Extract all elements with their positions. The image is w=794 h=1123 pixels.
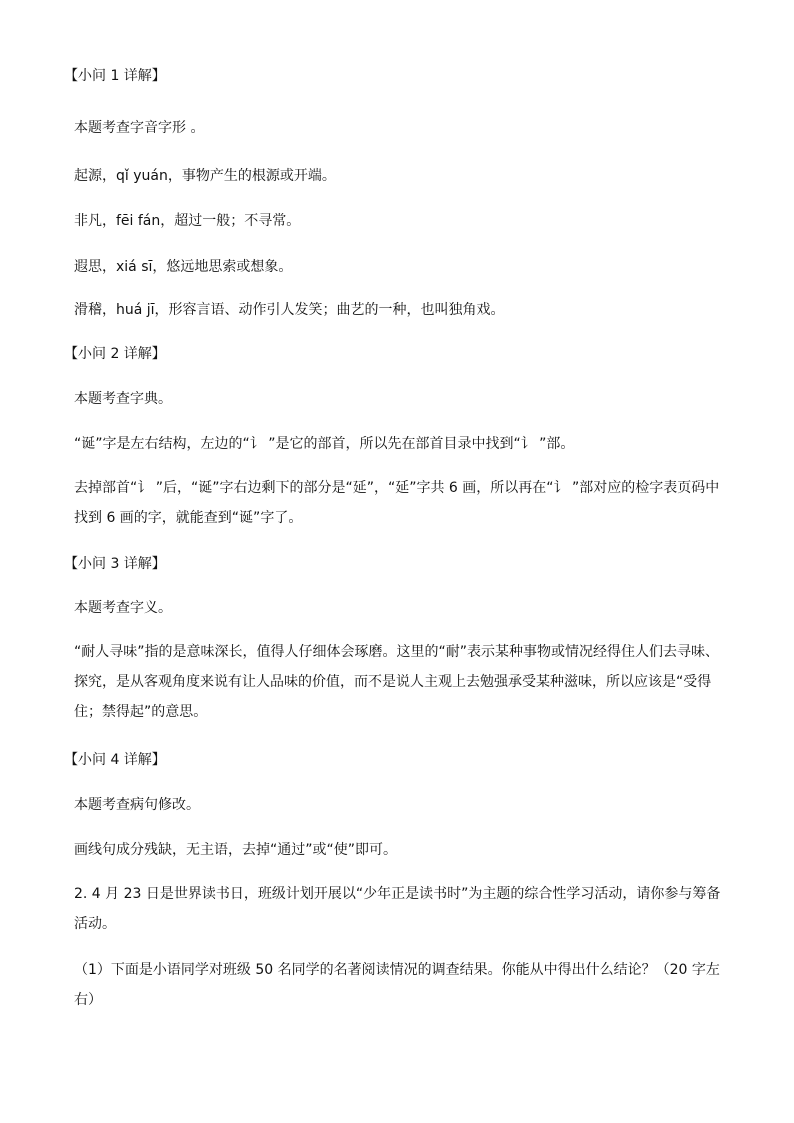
- paragraph-nairenxunwei: “耐人寻味”指的是意味深长，值得人仔细体会琢磨。这里的“耐”表示某种事物或情况经得住人们去寻味、探究，是从客观角度来说有让人品味的价值，而不是说人主观上去勉强承受某种滋味，所以应该是“受得住；禁得起”的意思。: [74, 644, 720, 720]
- paragraph-dan-strokes: 去掉部首“讠 ”后，“诞”字右边剩下的部分是“延”，“延”字共 6 画，所以再在“讠 ”部对应的检字表页码中找到 6 画的字，就能查到“诞”字了。: [74, 480, 720, 526]
- paragraph-topic-q4: 本题考查病句修改。: [74, 797, 200, 813]
- paragraph-dan-structure: “诞”字是左右结构，左边的“讠 ”是它的部首，所以先在部首目录中找到“讠 ”部。: [74, 436, 575, 452]
- section-heading-q2: 【小问 2 详解】: [64, 346, 166, 362]
- paragraph-xiasi: 遐思，xiá sī，悠远地思索或想象。: [74, 259, 293, 275]
- paragraph-huaji: 滑稽，huá jī，形容言语、动作引人发笑；曲艺的一种，也叫独角戏。: [74, 302, 505, 318]
- paragraph-sentence-fix: 画线句成分残缺，无主语，去掉“通过”或“使”即可。: [74, 842, 398, 858]
- question-2-part-1: （1）下面是小语同学对班级 50 名同学的名著阅读情况的调查结果。你能从中得出什么结论？（20 字左右）: [74, 962, 720, 1008]
- paragraph-topic-q1: 本题考查字音字形 。: [74, 120, 205, 136]
- section-heading-q1: 【小问 1 详解】: [64, 68, 166, 84]
- paragraph-topic-q2: 本题考查字典。: [74, 391, 172, 407]
- paragraph-feifan: 非凡，fēi fán，超过一般；不寻常。: [74, 213, 301, 229]
- paragraph-topic-q3: 本题考查字义。: [74, 600, 172, 616]
- question-2-intro: 2. 4 月 23 日是世界读书日，班级计划开展以“少年正是读书时”为主题的综合性学习活动，请你参与筹备活动。: [74, 886, 721, 932]
- paragraph-qiyuan: 起源，qǐ yuán，事物产生的根源或开端。: [74, 168, 336, 184]
- section-heading-q4: 【小问 4 详解】: [64, 752, 166, 768]
- section-heading-q3: 【小问 3 详解】: [64, 556, 166, 572]
